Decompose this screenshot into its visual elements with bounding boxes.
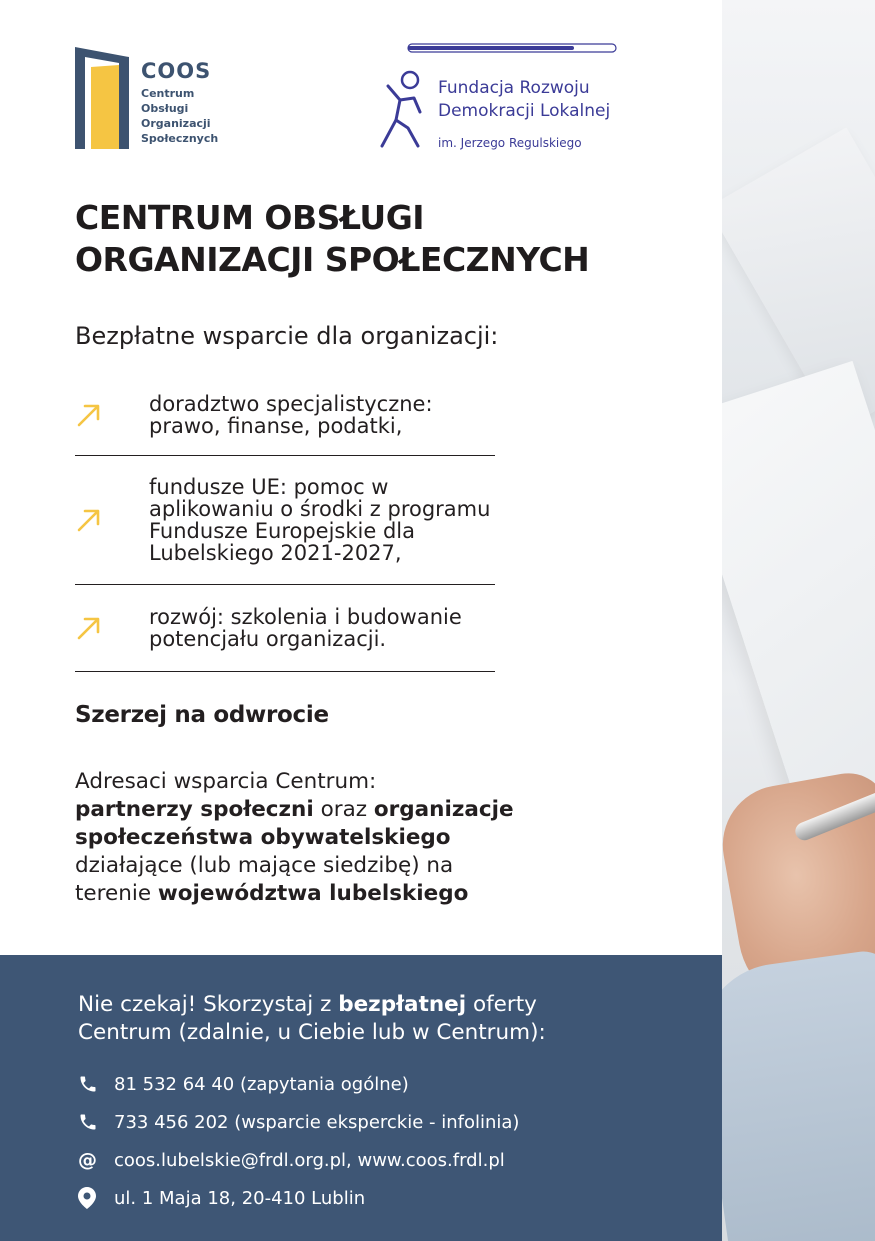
- frdl-logo: [378, 40, 678, 160]
- arrow-up-right-icon: [75, 401, 149, 429]
- support-list: [75, 375, 495, 672]
- list-item-text: rozwój: szkolenia i budowanie potencjału organizacji.: [149, 605, 462, 651]
- phone-icon: [78, 1112, 114, 1132]
- contact-text: ul. 1 Maja 18, 20-410 Lublin: [114, 1187, 366, 1209]
- list-item: [75, 456, 495, 585]
- arrow-up-right-icon: [75, 506, 149, 534]
- shirt-sleeve: [722, 948, 875, 1241]
- door-icon: [75, 45, 135, 151]
- phone-icon: [78, 1074, 114, 1094]
- contact-text[interactable]: 81 532 64 40 (zapytania ogólne): [114, 1073, 409, 1095]
- document-sheet: [722, 361, 875, 819]
- recipients-paragraph: Adresaci wsparcia Centrum: partnerzy społeczni oraz organizacje społeczeństwa obywatelskiego działające (lub mające siedzibę) na terenie województwa lubelskiego: [75, 769, 514, 906]
- frdl-name-line2: Demokracji Lokalnej: [438, 101, 611, 121]
- contact-text[interactable]: 733 456 202 (wsparcie eksperckie - infolinia): [114, 1111, 520, 1133]
- more-on-back-heading: Szerzej na odwrocie: [75, 702, 329, 728]
- at-icon: @: [78, 1149, 97, 1171]
- list-item-text: doradztwo specjalistyczne: prawo, finanse, podatki,: [149, 392, 433, 438]
- list-item-text: fundusze UE: pomoc w aplikowaniu o środki z programu Fundusze Europejskie dla Lubelskiego 2021-2027,: [149, 475, 491, 565]
- contact-text[interactable]: coos.lubelskie@frdl.org.pl, www.coos.frdl.pl: [114, 1149, 505, 1171]
- list-item: [75, 375, 495, 456]
- page-title: CENTRUM OBSŁUGI ORGANIZACJI SPOŁECZNYCH: [75, 198, 590, 279]
- frdl-name-line1: Fundacja Rozwoju: [438, 78, 590, 98]
- coos-subtitle: Centrum Obsługi Organizacji Społecznych: [141, 87, 219, 145]
- support-heading: Bezpłatne wsparcie dla organizacji:: [75, 322, 499, 350]
- contact-address: [78, 1179, 698, 1217]
- coos-logo: [75, 45, 235, 155]
- contact-list: [78, 1065, 698, 1217]
- location-pin-icon: [78, 1187, 114, 1209]
- call-to-action: Nie czekaj! Skorzystaj z bezpłatnej oferty Centrum (zdalnie, u Ciebie lub w Centrum):: [78, 992, 546, 1045]
- contact-email-web: [78, 1141, 698, 1179]
- office-photo: [722, 0, 875, 1241]
- frdl-name-line3: im. Jerzego Regulskiego: [438, 136, 582, 150]
- list-item: [75, 585, 495, 672]
- contact-phone-general: [78, 1065, 698, 1103]
- contact-phone-expert: [78, 1103, 698, 1141]
- arrow-up-right-icon: [75, 614, 149, 642]
- contact-footer: [0, 955, 722, 1241]
- coos-name: COOS: [141, 59, 212, 83]
